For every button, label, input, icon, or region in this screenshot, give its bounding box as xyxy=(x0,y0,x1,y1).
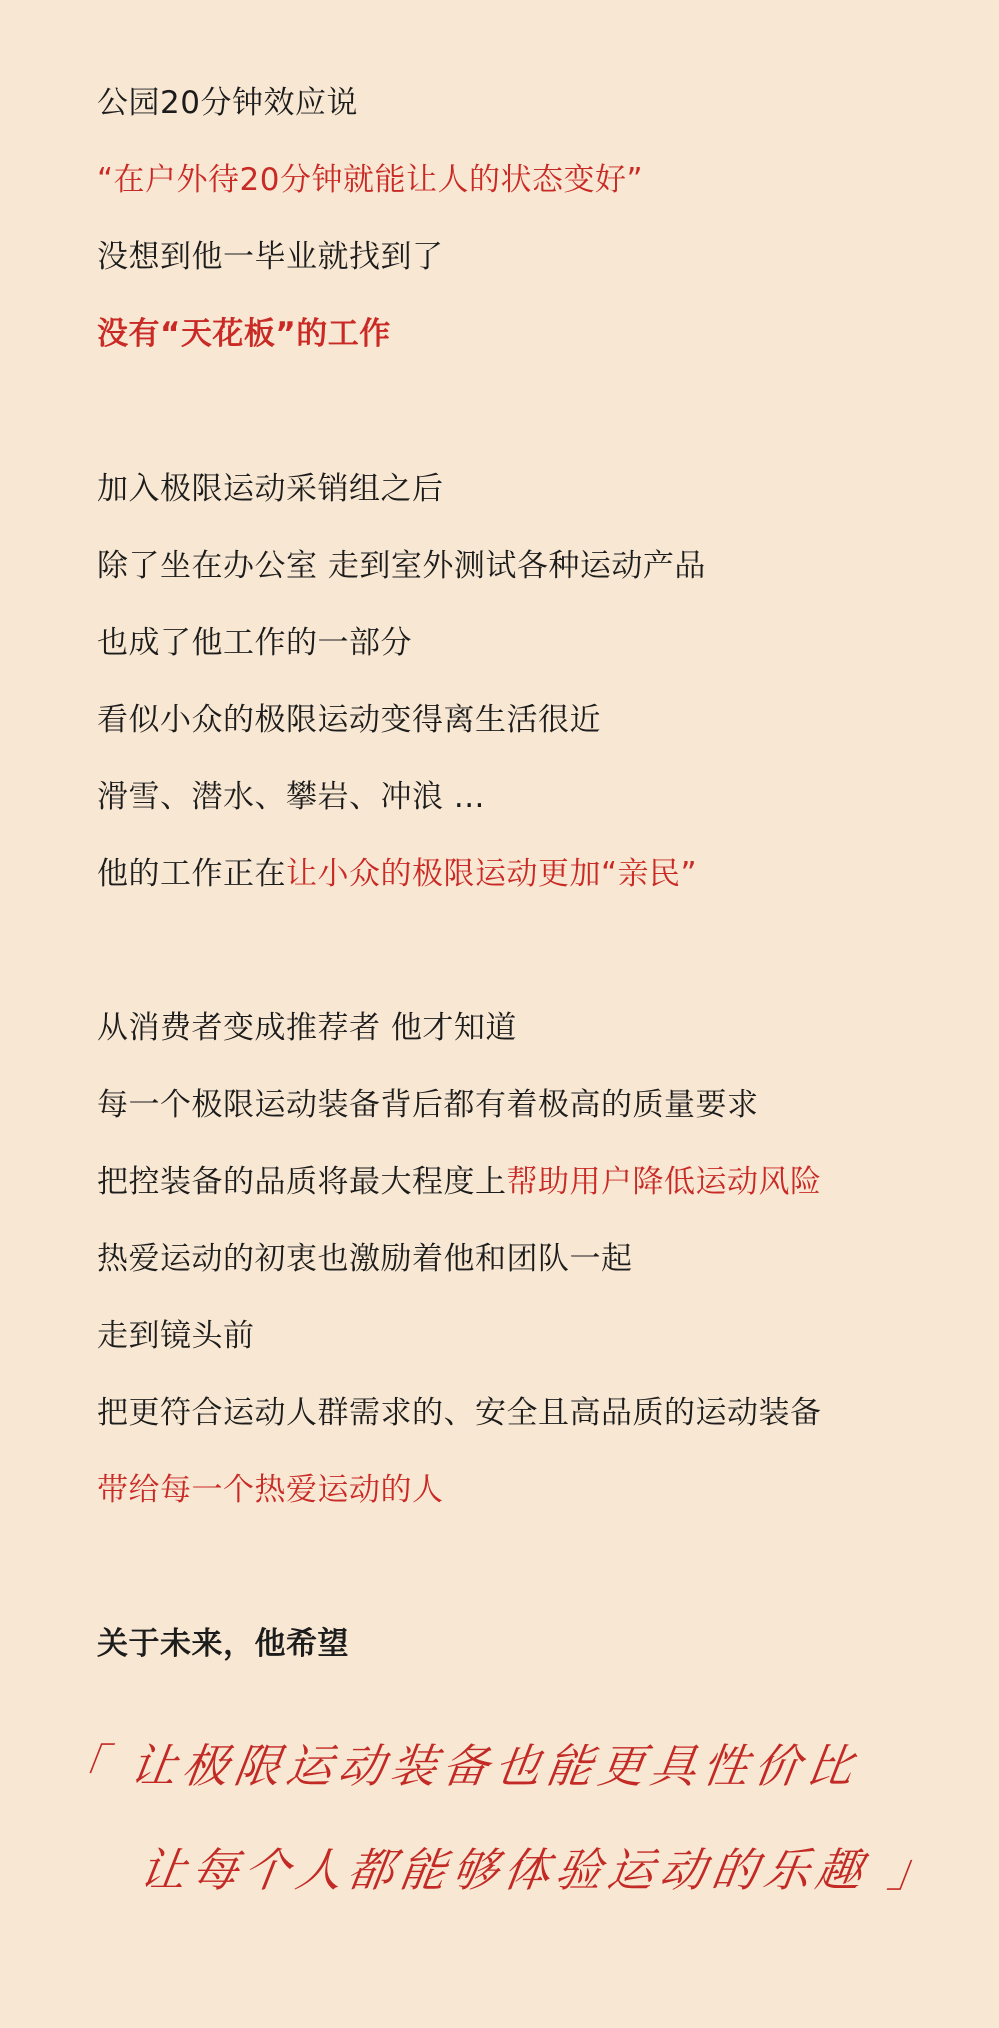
text-span: 把控装备的品质将最大程度上 xyxy=(97,1164,507,1200)
text-line xyxy=(97,83,358,123)
highlight-span: 让小众的极限运动更加“亲民” xyxy=(286,856,698,892)
text-line xyxy=(97,237,444,277)
text-line xyxy=(97,623,412,663)
text-span: 没有“天花板”的工作 xyxy=(97,316,391,352)
text-span: “在户外待20分钟就能让人的状态变好” xyxy=(97,162,644,198)
text-line xyxy=(97,777,485,817)
handwritten-quote-line-1: 「 让极限运动装备也能更具性价比 xyxy=(54,1739,863,1793)
text-line xyxy=(97,1008,517,1048)
text-span: 从消费者变成推荐者 他才知道 xyxy=(97,1010,517,1046)
subheading xyxy=(97,1624,349,1664)
text-span: 滑雪、潜水、攀岩、冲浪 ... xyxy=(97,779,485,815)
text-span: 没想到他一毕业就找到了 xyxy=(97,239,444,275)
highlight-line xyxy=(97,1470,444,1510)
text-line xyxy=(97,1239,633,1279)
text-line xyxy=(97,469,444,509)
text-span: 热爱运动的初衷也激励着他和团队一起 xyxy=(97,1241,633,1277)
text-span: 除了坐在办公室 走到室外测试各种运动产品 xyxy=(97,548,706,584)
text-line xyxy=(97,1085,759,1125)
text-span: 关于未来，他希望 xyxy=(97,1626,349,1662)
text-line xyxy=(97,546,706,586)
text-span: 看似小众的极限运动变得离生活很近 xyxy=(97,702,601,738)
text-line xyxy=(97,854,697,894)
text-span: 他的工作正在 xyxy=(97,856,286,892)
highlight-quote xyxy=(97,160,643,200)
text-line xyxy=(97,1393,822,1433)
text-span: 走到镜头前 xyxy=(97,1318,255,1354)
text-line xyxy=(97,700,601,740)
text-span: 也成了他工作的一部分 xyxy=(97,625,412,661)
text-line xyxy=(97,1162,822,1202)
text-span: 每一个极限运动装备背后都有着极高的质量要求 xyxy=(97,1087,759,1123)
text-line xyxy=(97,1316,255,1356)
highlight-span: 帮助用户降低运动风险 xyxy=(506,1164,822,1200)
highlight-heading xyxy=(97,314,391,354)
text-span: 公园20分钟效应说 xyxy=(97,85,358,121)
text-span: 把更符合运动人群需求的、安全且高品质的运动装备 xyxy=(97,1395,822,1431)
text-span: 带给每一个热爱运动的人 xyxy=(97,1472,444,1508)
handwritten-quote-line-2: 让每个人都能够体验运动的乐趣 」 xyxy=(136,1843,945,1897)
text-span: 加入极限运动采销组之后 xyxy=(97,471,444,507)
